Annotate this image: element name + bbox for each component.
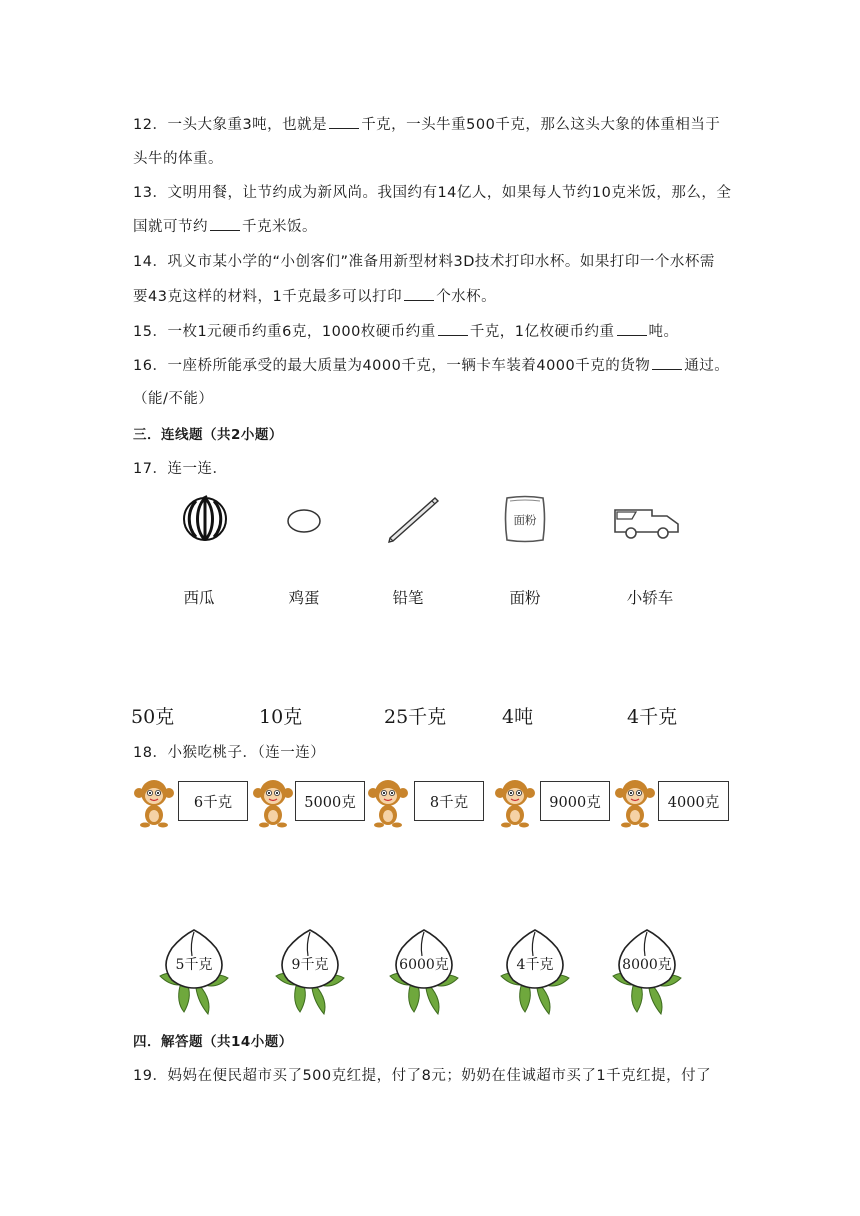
q15-line (133, 320, 679, 341)
q12-answer-blank[interactable] (329, 116, 359, 129)
q13-line1: 13．文明用餐，让节约成为新风尚。我国约有14亿人，如果每人节约10克米饭，那么，全 (133, 185, 732, 201)
q19-line1: 19．妈妈在便民超市买了500克红提，付了8元；奶奶在佳诚超市买了1千克红提，付了 (133, 1068, 712, 1084)
q17-weight-option[interactable]: 4千克 (627, 706, 678, 728)
q17-weight-option[interactable]: 50克 (131, 706, 175, 728)
peach-label: 9千克 (291, 957, 329, 973)
q12-text-a: 12．一头大象重3吨，也就是 (133, 117, 328, 133)
monkey-weight-box[interactable]: 5000克 (295, 781, 365, 821)
peach-label: 5千克 (175, 957, 213, 973)
q17-item-label-pencil: 铅笔 (392, 589, 424, 607)
q17-title: 17．连一连． (133, 461, 228, 477)
monkey-icon (252, 778, 294, 828)
flour-bag-text: 面粉 (513, 513, 537, 527)
monkey-weight-box[interactable]: 6千克 (178, 781, 248, 821)
q14-answer-blank[interactable] (404, 288, 434, 301)
q14-line2 (133, 285, 496, 306)
q17-item-label-watermelon: 西瓜 (183, 589, 215, 607)
monkey-icon (494, 778, 536, 828)
egg-icon (286, 508, 322, 534)
q14-line1: 14．巩义市某小学的“小创客们”准备用新型材料3D技术打印水杯。如果打印一个水杯需 (133, 254, 715, 270)
q17-weight-option[interactable]: 10克 (259, 706, 303, 728)
peach-option[interactable] (266, 926, 354, 1016)
monkey-weight-box[interactable]: 8千克 (414, 781, 484, 821)
q17-item-label-egg: 鸡蛋 (288, 589, 320, 607)
car-icon (612, 502, 682, 540)
monkey-icon (133, 778, 175, 828)
q13-answer-blank[interactable] (210, 218, 240, 231)
peach-label: 4千克 (516, 957, 554, 973)
monkey-weight-box[interactable]: 4000克 (658, 781, 729, 821)
q14-text-a: 要43克这样的材料，1千克最多可以打印 (133, 289, 403, 305)
q18-title: 18．小猴吃桃子．（连一连） (133, 745, 326, 761)
peach-label: 6000克 (399, 957, 449, 973)
peach-option[interactable] (603, 926, 691, 1016)
q16-line1 (133, 354, 729, 375)
peach-option[interactable] (380, 926, 468, 1016)
q15-answer-blank-1[interactable] (438, 323, 468, 336)
q17-weight-option[interactable]: 4吨 (502, 706, 534, 728)
monkey-icon (367, 778, 409, 828)
q13-line2 (133, 215, 317, 236)
q13-text-b: 千克米饭。 (242, 219, 317, 235)
q14-text-b: 个水杯。 (436, 289, 497, 305)
q12-line2: 头牛的体重。 (133, 151, 223, 167)
q12-line1 (133, 113, 720, 134)
q17-item-label-flour: 面粉 (509, 589, 541, 607)
monkey-icon (614, 778, 656, 828)
q17-weight-option[interactable]: 25千克 (384, 706, 447, 728)
q15-answer-blank-2[interactable] (617, 323, 647, 336)
q16-text-b: 通过。 (684, 358, 730, 374)
peach-label: 8000克 (622, 957, 672, 973)
pencil-icon (383, 495, 441, 547)
peach-option[interactable] (150, 926, 238, 1016)
q16-line2: （能/不能） (133, 391, 214, 407)
section3-title: 三．连线题（共2小题） (133, 427, 283, 443)
watermelon-icon (181, 494, 229, 542)
q13-text-a: 国就可节约 (133, 219, 208, 235)
q15-text-a: 15．一枚1元硬币约重6克，1000枚硬币约重 (133, 324, 436, 340)
q12-text-b: 千克，一头牛重500千克，那么这头大象的体重相当于 (361, 117, 721, 133)
section4-title: 四．解答题（共14小题） (133, 1034, 293, 1050)
peach-option[interactable] (491, 926, 579, 1016)
q16-answer-blank[interactable] (652, 357, 682, 370)
monkey-weight-box[interactable]: 9000克 (540, 781, 610, 821)
q15-text-b: 千克，1亿枚硬币约重 (469, 324, 615, 340)
q17-item-label-car: 小轿车 (626, 589, 674, 607)
q15-text-c: 吨。 (648, 324, 679, 340)
q16-text-a: 16．一座桥所能承受的最大质量为4000千克，一辆卡车装着4000千克的货物 (133, 358, 651, 374)
